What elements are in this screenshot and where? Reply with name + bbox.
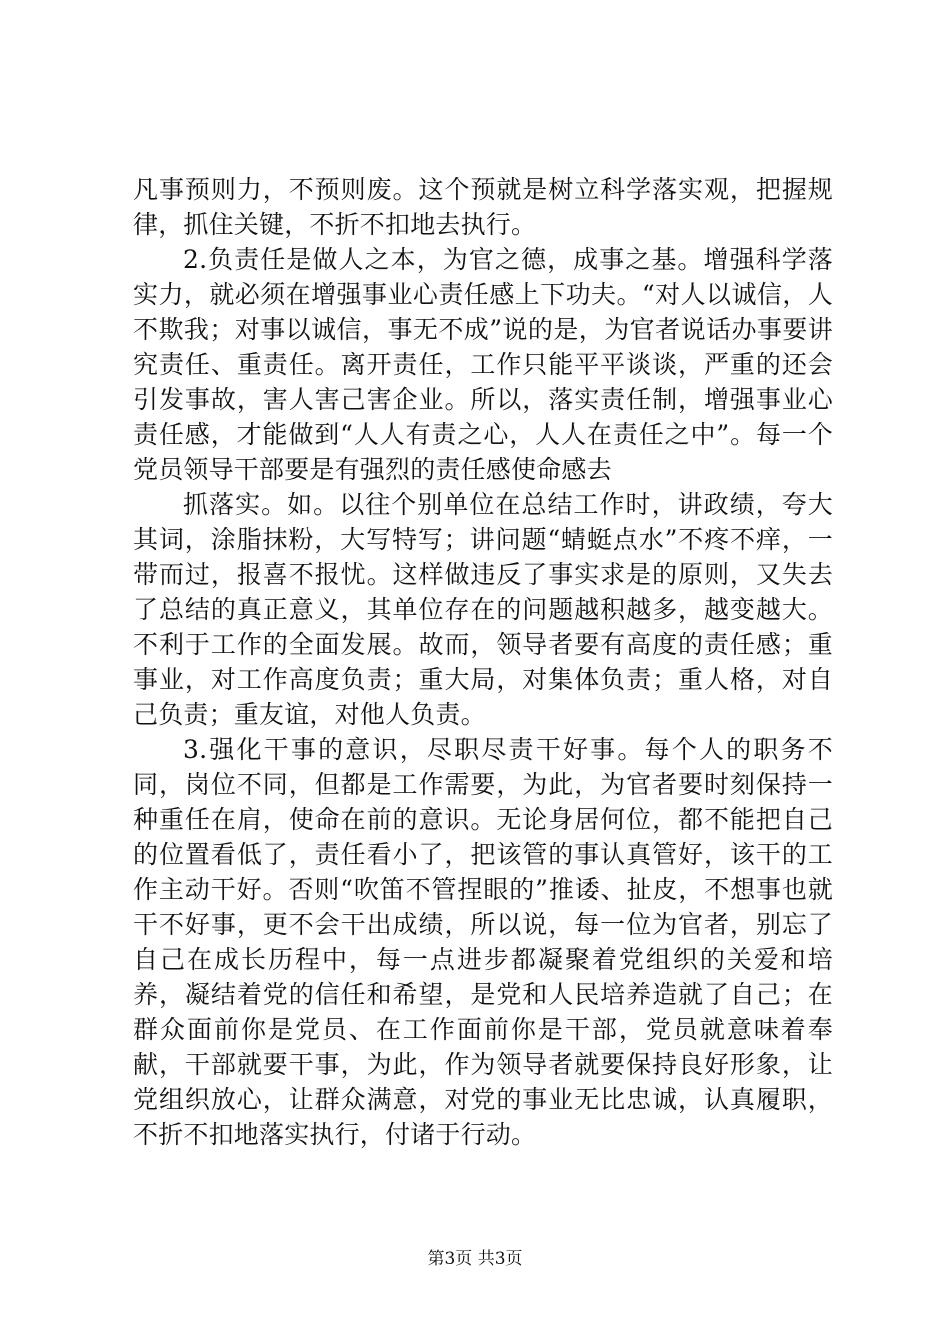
document-body [133,172,833,1152]
paragraph-4: 3.强化干事的意识，尽职尽责干好事。每个人的职务不同，岗位不同，但都是工作需要，为此，为官者要时刻保持一种重任在肩，使命在前的意识。无论身居何位，都不能把自己的位置看低了，责任看小了，把该管的事认真管好，该干的工作主动干好。否则“吹笛不管捏眼的”推诿、扯皮，不想事也就干不好事，更不会干出成绩，所以说，每一位为官者，别忘了自己在成长历程中，每一点进步都凝聚着党组织的关爱和培养，凝结着党的信任和希望，是党和人民培养造就了自己；在群众面前你是党员、在工作面前你是干部，党员就意味着奉献，干部就要干事，为此，作为领导者就要保持良好形象，让党组织放心，让群众满意，对党的事业无比忠诚，认真履职，不折不扣地落实执行，付诸于行动。 [133,735,833,1149]
paragraph-2: 2.负责任是做人之本，为官之德，成事之基。增强科学落实力，就必须在增强事业心责任感上下功夫。“对人以诚信，人不欺我；对事以诚信，事无不成”说的是，为官者说话办事要讲究责任、重责任。离开责任，工作只能平平谈谈，严重的还会引发事故，害人害己害企业。所以，落实责任制，增强事业心责任感，才能做到“人人有责之心，人人在责任之中”。每一个党员领导干部要是有强烈的责任感使命感去 [133,245,833,484]
page-number-footer: 第3页 共3页 [427,1249,523,1269]
paragraph-1: 凡事预则力，不预则废。这个预就是树立科学落实观，把握规律，抓住关键，不折不扣地去执行。 [133,175,833,239]
paragraph-3: 抓落实。如。以往个别单位在总结工作时，讲政绩，夸大其词，涂脂抹粉，大写特写；讲问题“蜻蜓点水”不疼不痒，一带而过，报喜不报忧。这样做违反了事实求是的原则，又失去了总结的真正意义，其单位存在的问题越积越多，越变越大。不利于工作的全面发展。故而，领导者要有高度的责任感；重事业，对工作高度负责；重大局，对集体负责；重人格，对自己负责；重友谊，对他人负责。 [133,490,833,729]
